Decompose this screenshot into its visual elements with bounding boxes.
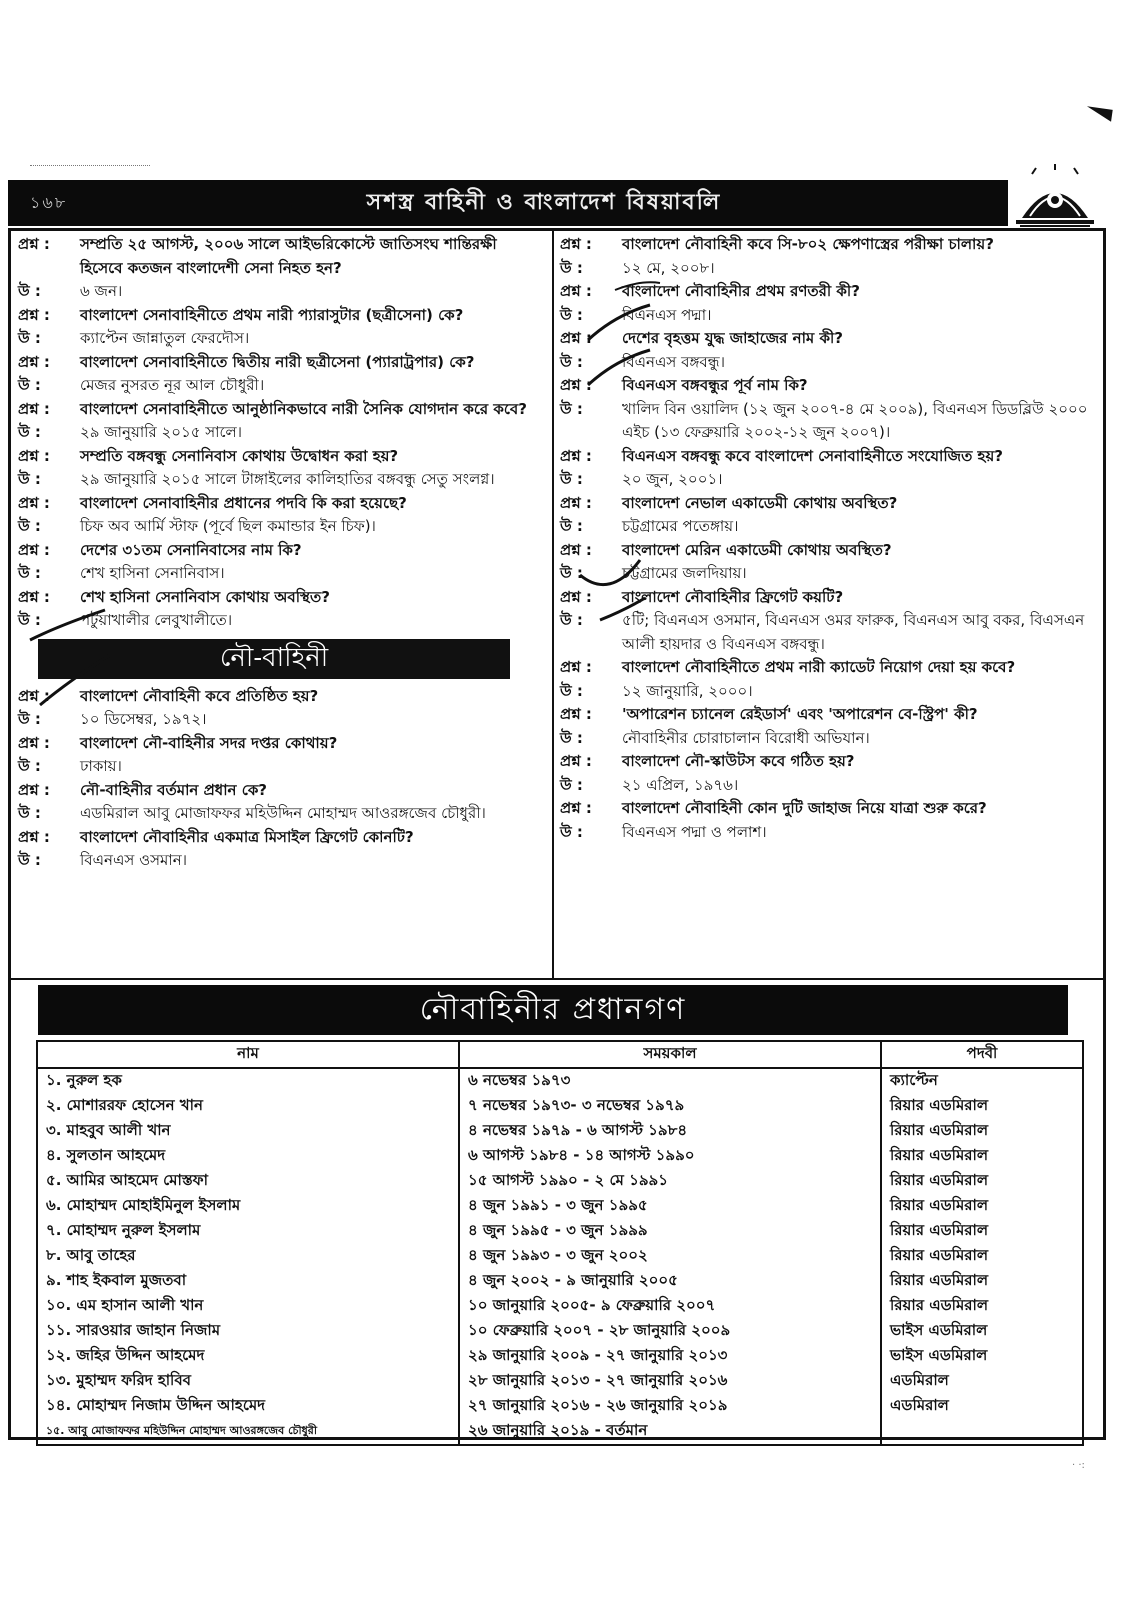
answer-line: উ : পটুয়াখালীর লেবুখালীতে। xyxy=(18,611,233,629)
question-line: প্রশ্ন : বাংলাদেশ সেনাবাহিনীর প্রধানের পদবি কি করা হয়েছে? xyxy=(18,493,407,512)
chief-period: ৪ জুন ১৯৯১ - ৩ জুন ১৯৯৫ xyxy=(459,1194,881,1219)
question-line: প্রশ্ন : দেশের বৃহত্তম যুদ্ধ জাহাজের নাম কী? xyxy=(560,329,843,347)
question-line: প্রশ্ন : বাংলাদেশ নৌবাহিনীর ফ্রিগেট কয়টি? xyxy=(560,587,844,606)
chief-period: ৪ জুন ১৯৯৩ - ৩ জুন ২০০২ xyxy=(459,1244,881,1269)
chief-rank: এডমিরাল xyxy=(881,1394,1083,1419)
chief-rank: রিয়ার এডমিরাল xyxy=(881,1219,1083,1244)
answer-line: উ : ২১ এপ্রিল, ১৯৭৬। xyxy=(560,775,739,794)
chief-name: ৬. মোহাম্মদ মোহাইমিনুল ইসলাম xyxy=(37,1194,459,1219)
question-line: প্রশ্ন : বাংলাদেশ সেনাবাহিনীতে প্রথম নারী প্যারাসুটার (ছত্রীসেনা) কে? xyxy=(18,305,464,324)
table-row xyxy=(37,1169,1083,1194)
chief-name: ১০. এম হাসান আলী খান xyxy=(37,1294,459,1319)
answer-line: উ : নৌবাহিনীর চোরাচালান বিরোধী অভিযান। xyxy=(560,728,870,747)
answer-line: উ : চট্টগ্রামের জলদিয়ায়। xyxy=(560,564,747,582)
answer-line: উ : ৫টি; বিএনএস ওসমান, বিএনএস ওমর ফারুক, বিএনএস আবু বকর, বিএসএন আলী হায়দার ও বিএনএস বঙ্গবন্ধু। xyxy=(560,611,1085,653)
chief-period: ২৭ জানুয়ারি ২০১৬ - ২৬ জানুয়ারি ২০১৯ xyxy=(459,1394,881,1419)
question-line: প্রশ্ন : বাংলাদেশ নৌবাহিনী কবে সি-৮০২ ক্ষেপণাস্ত্রের পরীক্ষা চালায়? xyxy=(560,235,994,253)
answer-line: উ : ১০ ডিসেম্বর, ১৯৭২। xyxy=(18,710,207,728)
question-line: প্রশ্ন : বাংলাদেশ নৌবাহিনী কোন দুটি জাহাজ নিয়ে যাত্রা শুরু করে? xyxy=(560,799,987,817)
chief-rank xyxy=(881,1419,1083,1445)
chief-name: ৩. মাহবুব আলী খান xyxy=(37,1119,459,1144)
question-line: প্রশ্ন : বাংলাদেশ নৌ-স্কাউটস কবে গঠিত হয়? xyxy=(560,752,855,770)
question-line: প্রশ্ন : নৌ-বাহিনীর বর্তমান প্রধান কে? xyxy=(18,780,268,799)
column-header-name: নাম xyxy=(37,1041,459,1068)
chief-period: ২৮ জানুয়ারি ২০১৩ - ২৭ জানুয়ারি ২০১৬ xyxy=(459,1369,881,1394)
chief-period: ২৬ জানুয়ারি ২০১৯ - বর্তমান xyxy=(459,1419,881,1445)
emblem-icon xyxy=(1012,160,1098,230)
answer-line: উ : চট্টগ্রামের পতেঙ্গায়। xyxy=(560,517,739,535)
table-row xyxy=(37,1194,1083,1219)
chief-period: ৬ আগস্ট ১৯৮৪ - ১৪ আগস্ট ১৯৯০ xyxy=(459,1144,881,1169)
question-line: প্রশ্ন : সম্প্রতি ২৫ আগস্ট, ২০০৬ সালে আইভরিকোস্টে জাতিসংঘ শান্তিরক্ষী হিসেবে কতজন বাংলাদেশী সেনা নিহত হন? xyxy=(18,235,497,277)
table-row xyxy=(37,1344,1083,1369)
table-row xyxy=(37,1144,1083,1169)
navy-chiefs-table xyxy=(36,1040,1084,1446)
chief-name: ৪. সুলতান আহমেদ xyxy=(37,1144,459,1169)
question-line: প্রশ্ন : শেখ হাসিনা সেনানিবাস কোথায় অবস্থিত? xyxy=(18,587,330,606)
chief-period: ১০ ফেব্রুয়ারি ২০০৭ - ২৮ জানুয়ারি ২০০৯ xyxy=(459,1319,881,1344)
chief-period: ৬ নভেম্বর ১৯৭৩ xyxy=(459,1068,881,1094)
chief-name: ১১. সারওয়ার জাহান নিজাম xyxy=(37,1319,459,1344)
answer-line: উ : শেখ হাসিনা সেনানিবাস। xyxy=(18,564,225,582)
left-column xyxy=(18,233,538,873)
table-row xyxy=(37,1219,1083,1244)
chief-period: ৭ নভেম্বর ১৯৭৩- ৩ নভেম্বর ১৯৭৯ xyxy=(459,1094,881,1119)
right-column xyxy=(560,233,1090,844)
section-divider xyxy=(8,978,1106,980)
page-header xyxy=(8,180,1008,226)
chief-rank: রিয়ার এডমিরাল xyxy=(881,1094,1083,1119)
chief-period: ১০ জানুয়ারি ২০০৫- ৯ ফেব্রুয়ারি ২০০৭ xyxy=(459,1294,881,1319)
chief-name: ২. মোশাররফ হোসেন খান xyxy=(37,1094,459,1119)
answer-line: উ : বিএনএস পদ্মা ও পলাশ। xyxy=(560,822,767,841)
table-row xyxy=(37,1068,1083,1094)
chief-rank: রিয়ার এডমিরাল xyxy=(881,1194,1083,1219)
navy-chiefs-heading: নৌবাহিনীর প্রধানগণ xyxy=(38,985,1068,1035)
table-row xyxy=(37,1269,1083,1294)
column-divider xyxy=(552,228,554,978)
chief-name: ১৩. মুহাম্মদ ফরিদ হাবিব xyxy=(37,1369,459,1394)
answer-line: উ : ঢাকায়। xyxy=(18,757,122,775)
table-row xyxy=(37,1394,1083,1419)
chief-name: ৫. আমির আহমেদ মোস্তফা xyxy=(37,1169,459,1194)
table-row xyxy=(37,1319,1083,1344)
chief-rank: ক্যাপ্টেন xyxy=(881,1068,1083,1094)
army-qa-list xyxy=(18,233,538,633)
answer-line: উ : খালিদ বিন ওয়ালিদ (১২ জুন ২০০৭-৪ মে ২০০৯), বিএনএস ডিডব্লিউ ২০০০ এইচ (১৩ ফেব্রুয়ারি ২০০২-১২ জুন ২০০৭)। xyxy=(560,399,1088,441)
question-line: প্রশ্ন : বাংলাদেশ নৌবাহিনীর একমাত্র মিসাইল ফ্রিগেট কোনটি? xyxy=(18,827,414,846)
page-title: সশস্ত্র বাহিনী ও বাংলাদেশ বিষয়াবলি xyxy=(366,189,722,215)
chief-rank: রিয়ার এডমিরাল xyxy=(881,1169,1083,1194)
answer-line: উ : মেজর নুসরত নূর আল চৌধুরী। xyxy=(18,376,265,394)
answer-line: উ : চিফ অব আর্মি স্টাফ (পূর্বে ছিল কমান্ডার ইন চিফ)। xyxy=(18,517,376,535)
answer-line: উ : ক্যাপ্টেন জান্নাতুল ফেরদৌস। xyxy=(18,329,250,347)
table-row xyxy=(37,1244,1083,1269)
answer-line: উ : এডমিরাল আবু মোজাফফর মহিউদ্দিন মোহাম্মদ আওরঙ্গজেব চৌধুরী। xyxy=(18,804,486,822)
chief-name: ৭. মোহাম্মদ নুরুল ইসলাম xyxy=(37,1219,459,1244)
chief-rank: এডমিরাল xyxy=(881,1369,1083,1394)
chief-name: ১২. জহির উদ্দিন আহমেদ xyxy=(37,1344,459,1369)
chief-rank: ভাইস এডমিরাল xyxy=(881,1319,1083,1344)
navy-section-heading: নৌ-বাহিনী xyxy=(38,639,510,679)
answer-line: উ : ২০ জুন, ২০০১। xyxy=(560,470,723,488)
chief-period: ৪ জুন ২০০২ - ৯ জানুয়ারি ২০০৫ xyxy=(459,1269,881,1294)
table-row xyxy=(37,1119,1083,1144)
chief-name: ১. নুরুল হক xyxy=(37,1068,459,1094)
chief-rank: রিয়ার এডমিরাল xyxy=(881,1119,1083,1144)
chief-name: ১৫. আবু মোজাফফর মহিউদ্দিন মোহাম্মদ আওরঙ্গজেব চৌধুরী xyxy=(37,1419,459,1445)
question-line: প্রশ্ন : বাংলাদেশ নৌবাহিনীর প্রথম রণতরী কী? xyxy=(560,282,860,300)
question-line: প্রশ্ন : বাংলাদেশ নেভাল একাডেমী কোথায় অবস্থিত? xyxy=(560,493,898,512)
chief-rank: ভাইস এডমিরাল xyxy=(881,1344,1083,1369)
chief-period: ৪ জুন ১৯৯৫ - ৩ জুন ১৯৯৯ xyxy=(459,1219,881,1244)
question-line: প্রশ্ন : বাংলাদেশ সেনাবাহিনীতে আনুষ্ঠানিকভাবে নারী সৈনিক যোগদান করে কবে? xyxy=(18,399,527,418)
table-row xyxy=(37,1294,1083,1319)
scan-speck: · ·: xyxy=(1072,1460,1085,1471)
chief-name: ১৪. মোহাম্মদ নিজাম উদ্দিন আহমেদ xyxy=(37,1394,459,1419)
question-line: প্রশ্ন : বাংলাদেশ সেনাবাহিনীতে দ্বিতীয় নারী ছত্রীসেনা (প্যারাট্রপার) কে? xyxy=(18,352,475,371)
answer-line: উ : বিএনএস বঙ্গবন্ধু। xyxy=(560,352,725,371)
question-line: প্রশ্ন : 'অপারেশন চ্যানেল রেইডার্স' এবং 'অপারেশন বে-স্ট্রিপ' কী? xyxy=(560,705,978,723)
column-header-rank: পদবী xyxy=(881,1041,1083,1068)
chief-name: ৯. শাহ ইকবাল মুজতবা xyxy=(37,1269,459,1294)
answer-line: উ : বিএনএস ওসমান। xyxy=(18,851,188,869)
answer-line: উ : ১২ মে, ২০০৮। xyxy=(560,258,715,277)
answer-line: উ : ২৯ জানুয়ারি ২০১৫ সালে। xyxy=(18,423,243,441)
question-line: প্রশ্ন : বিএনএস বঙ্গবন্ধু কবে বাংলাদেশ সেনাবাহিনীতে সংযোজিত হয়? xyxy=(560,446,1003,465)
table-row xyxy=(37,1094,1083,1119)
question-line: প্রশ্ন : দেশের ৩১তম সেনানিবাসের নাম কি? xyxy=(18,540,302,559)
chief-period: ২৯ জানুয়ারি ২০০৯ - ২৭ জানুয়ারি ২০১৩ xyxy=(459,1344,881,1369)
chief-rank: রিয়ার এডমিরাল xyxy=(881,1144,1083,1169)
table-header-row xyxy=(37,1041,1083,1068)
table-row xyxy=(37,1369,1083,1394)
answer-line: উ : ৬ জন। xyxy=(18,282,123,300)
chief-period: ৪ নভেম্বর ১৯৭৯ - ৬ আগস্ট ১৯৮৪ xyxy=(459,1119,881,1144)
question-line: প্রশ্ন : সম্প্রতি বঙ্গবন্ধু সেনানিবাস কোথায় উদ্বোধন করা হয়? xyxy=(18,446,399,465)
question-line: প্রশ্ন : বাংলাদেশ নৌ-বাহিনীর সদর দপ্তর কোথায়? xyxy=(18,733,338,752)
column-header-period: সময়কাল xyxy=(459,1041,881,1068)
question-line: প্রশ্ন : বাংলাদেশ নৌবাহিনীতে প্রথম নারী ক্যাডেট নিয়োগ দেয়া হয় কবে? xyxy=(560,658,1016,676)
corner-mark xyxy=(1085,106,1112,122)
answer-line: উ : ১২ জানুয়ারি, ২০০০। xyxy=(560,681,753,700)
table-row xyxy=(37,1419,1083,1445)
chief-name: ৮. আবু তাহের xyxy=(37,1244,459,1269)
chief-rank: রিয়ার এডমিরাল xyxy=(881,1294,1083,1319)
question-line: প্রশ্ন : বিএনএস বঙ্গবন্ধুর পূর্ব নাম কি? xyxy=(560,376,808,394)
chief-rank: রিয়ার এডমিরাল xyxy=(881,1244,1083,1269)
answer-line: উ : বিএনএস পদ্মা। xyxy=(560,305,712,324)
page-number: ১৬৮ xyxy=(30,192,68,212)
question-line: প্রশ্ন : বাংলাদেশ নৌবাহিনী কবে প্রতিষ্ঠিত হয়? xyxy=(18,686,319,705)
chief-rank: রিয়ার এডমিরাল xyxy=(881,1269,1083,1294)
answer-line: উ : ২৯ জানুয়ারি ২০১৫ সালে টাঙ্গাইলের কালিহাতির বঙ্গবন্ধু সেতু সংলগ্ন। xyxy=(18,470,495,488)
top-dots xyxy=(30,165,150,168)
chief-period: ১৫ আগস্ট ১৯৯০ - ২ মে ১৯৯১ xyxy=(459,1169,881,1194)
question-line: প্রশ্ন : বাংলাদেশ মেরিন একাডেমী কোথায় অবস্থিত? xyxy=(560,540,892,559)
navy-qa-list xyxy=(18,685,538,873)
